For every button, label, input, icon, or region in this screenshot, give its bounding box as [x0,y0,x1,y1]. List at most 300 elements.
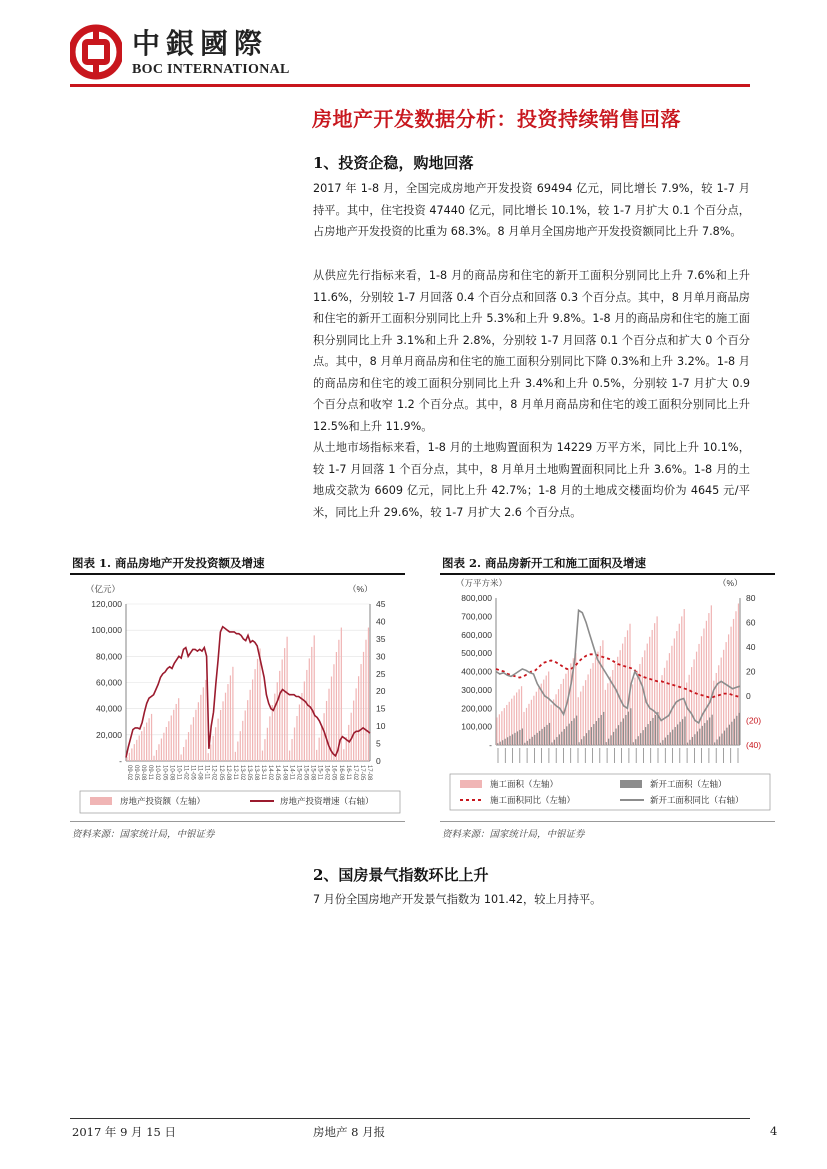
x-tick-label: 16-08 [337,765,344,781]
bar [534,735,535,745]
bar [289,751,290,761]
bar [252,679,253,761]
x-tick-label: 09-02 [126,765,132,781]
bar [615,729,616,745]
bar [632,684,633,745]
bar [497,743,498,745]
left-tick-label: 80,000 [96,651,122,662]
bar [166,727,167,761]
bar [634,678,635,745]
bar [296,716,297,761]
logo-chinese-name: 中銀國際 [132,27,269,60]
x-tick-label: 11-11 [203,765,210,780]
bar [321,725,322,761]
bar [691,667,692,745]
bar [336,652,337,761]
bar [664,668,665,745]
footer-divider [70,1118,750,1119]
bar [539,731,540,745]
bar [496,717,497,745]
section-1-paragraph-1: 2017 年 1-8 月，全国完成房地产开发投资 69494 亿元，同比增长 7.9%，较 1-7 月持平。其中，住宅投资 47440 亿元，同比增长 10.1%，较 1-7 月扩大 0.1 个百分点，占房地产开发投资的比重为 68.3%。8 月单月全国房地产开发投资额同比上升 7.8%。 [313,182,750,238]
x-tick-label: 12-05 [217,765,224,781]
bar [247,700,248,761]
legend-label: 新开工面积同比（右轴） [650,795,744,805]
bar [576,716,577,745]
bar [331,676,332,761]
right-tick-label: 10 [376,721,386,732]
bar [301,693,302,761]
bar [328,689,329,761]
bar [163,733,164,761]
bar [213,736,214,761]
bar [707,720,708,745]
bar [598,718,599,745]
bar [569,724,570,745]
right-tick-label: 25 [376,668,386,679]
right-tick-label: 60 [746,617,756,628]
legend-label: 房地产投资额（左轴） [120,796,206,806]
bar [227,684,228,761]
bar [574,718,575,745]
bar [326,701,327,761]
x-tick-label: 17-02 [351,765,358,781]
bar [603,712,604,745]
bar [610,677,611,745]
bar [161,738,162,761]
bar [232,667,233,761]
bar [734,719,735,745]
bar [549,723,550,745]
bar [500,742,501,745]
section-1-paragraph-2: 从供应先行指标来看，1-8 月的商品房和住宅的新开工面积分别同比上升 7.6%和上升 11.6%，分别较 1-7 月回落 0.4 个百分点和回落 0.3 个百分点。其中，8 月单月商品房和住宅的新开工面积分别同比上升 5.3%和上升 9.8%。1-8 月的商品房和住宅的施工面积分别同比上升 3.1%和上升 2.8%，分别较 1-7 月回落 0.1 个百分点和扩大 0 个百分点。其中，8 月单月商品房和住宅的施工面积分别同比下降 0.3%和上升 3.2%。1-8 月的商品房和住宅的竣工面积分别同比上升 3.4%和上升 0.5%，分别较 1-7 月扩大 0.9 个百分点和收窄 1.2 个百分点。其中，8 月单月商品房和住宅的竣工面积分别同比上升 12.5%和上升 11.9%。 [313,269,750,433]
bar [269,716,270,761]
right-tick-label: 80 [746,593,756,603]
bar [724,731,725,745]
bar [522,728,523,745]
bar [517,731,518,745]
bar [697,731,698,745]
x-tick-label: 13-08 [253,765,260,781]
bar [718,665,719,745]
legend-swatch [620,780,642,788]
left-tick-label: 500,000 [461,648,492,659]
bar [259,648,260,761]
bar [554,740,555,745]
x-tick-label: 17-05 [358,765,365,781]
bar [637,671,638,745]
bar [675,727,676,745]
x-tick-label: 13-05 [246,765,252,781]
bar [665,738,666,745]
bar [662,740,663,745]
left-tick-label: 100,000 [461,721,492,732]
chart-2-top-rule [440,573,775,575]
bar [360,664,361,761]
bar [696,652,697,745]
bar [257,659,258,761]
bar [183,747,184,761]
bar [316,750,317,761]
bar [661,675,662,745]
logo [70,22,310,82]
bar [505,739,506,745]
bar [203,687,204,761]
bar [601,715,602,745]
bar [144,727,145,761]
bar [578,697,579,745]
bar [677,724,678,745]
bar [659,683,660,745]
bar [647,724,648,745]
bar [181,754,182,761]
bar [551,742,552,745]
x-tick-label: 11-08 [196,765,203,780]
bar [566,726,567,745]
bar [640,733,641,745]
bar [222,701,223,761]
bar [692,737,693,745]
left-axis-unit: （万平方米） [456,578,508,588]
bar [365,640,366,761]
bar [282,659,283,761]
bar [529,739,530,745]
bar [208,753,209,761]
x-tick-label: 09-08 [140,765,147,781]
bar [610,735,611,745]
bar [230,675,231,761]
bar [628,712,629,745]
legend-label: 房地产投资增速（右轴） [280,796,374,806]
bar [679,722,680,745]
bar [176,704,177,761]
bar [136,740,137,761]
x-tick-label: 12-11 [231,765,238,780]
left-tick-label: 400,000 [461,666,492,677]
bar [220,710,221,761]
bar [512,734,513,745]
bar [314,635,315,761]
bar [148,718,149,761]
bar [618,725,619,745]
bar [694,734,695,745]
bar [607,683,608,745]
bar [687,743,688,745]
bar [528,704,529,745]
bar [245,710,246,761]
bar [726,728,727,745]
x-tick-label: 15-08 [309,765,316,781]
bar [669,653,670,745]
chart-2-bottom-rule [440,821,775,822]
left-tick-label: 60,000 [96,677,122,688]
bar [541,729,542,745]
bar [721,734,722,745]
right-tick-label: 0 [746,691,751,701]
bar [731,722,732,745]
bar [217,719,218,761]
bar [702,726,703,745]
bar [250,690,251,761]
bar [509,736,510,745]
bar [363,652,364,761]
left-tick-label: 700,000 [461,611,492,622]
bar [666,660,667,745]
bar [156,750,157,761]
bar [699,729,700,745]
left-axis-unit: （亿元） [86,584,121,594]
x-tick-label: 10-11 [175,765,182,780]
chart-2-title: 图表 2. 商品房新开工和施工面积及增速 [442,556,647,570]
bar [564,729,565,745]
bar [682,719,683,745]
bar [544,727,545,745]
legend-label: 施工面积同比（左轴） [490,795,576,805]
legend-swatch [460,780,482,788]
bar [153,756,154,761]
bar [721,658,722,745]
bar [672,730,673,745]
section-1-heading: 1、投资企稳，购地回落 [313,154,474,172]
bar [596,721,597,745]
bar [368,628,369,761]
x-tick-label: 11-05 [189,765,196,780]
bar [709,717,710,745]
bar [571,721,572,745]
bar [333,664,334,761]
bar [652,718,653,745]
footer-report-name: 房地产 8 月报 [313,1125,386,1139]
bar [287,637,288,761]
bar [716,739,717,745]
bar [348,725,349,761]
left-tick-label: - [489,740,492,750]
bar [173,710,174,761]
bar [655,715,656,745]
left-tick-label: - [119,756,122,766]
report-title: 房地产开发数据分析：投资持续销售回落 [312,107,681,131]
x-tick-label: 16-05 [330,765,337,781]
right-tick-label: 40 [746,642,756,652]
bar [254,669,255,761]
left-tick-label: 40,000 [96,703,122,714]
bar [625,715,626,745]
x-tick-label: 16-11 [344,765,351,780]
chart-1 [70,578,410,818]
bar [583,736,584,745]
x-tick-label: 11-02 [182,765,189,780]
bar [291,739,292,761]
bar [294,728,295,761]
bar [689,740,690,745]
left-tick-label: 600,000 [461,629,492,640]
bar [205,680,206,761]
bar [237,742,238,761]
bar [210,745,211,761]
bar [712,715,713,745]
x-tick-label: 14-11 [288,765,295,780]
bar [225,693,226,761]
bar [134,744,135,761]
right-tick-label: (40) [746,740,762,750]
bar [262,751,263,761]
bar [215,727,216,761]
bar [502,740,503,745]
bar [559,734,560,745]
bar [235,752,236,761]
bar [341,628,342,761]
legend-label: 新开工面积（左轴） [650,779,727,789]
bar [620,722,621,745]
right-tick-label: 20 [746,666,756,677]
bar [356,688,357,761]
bar [146,723,147,761]
bar [126,757,127,761]
bar [139,735,140,761]
bar [551,705,552,745]
bar [633,742,634,745]
footer-date: 2017 年 9 月 15 日 [72,1125,176,1139]
x-tick-label: 10-05 [161,765,168,781]
bar [546,725,547,745]
bar [650,721,651,745]
right-tick-label: 45 [376,599,386,609]
bar [267,728,268,761]
bar [323,713,324,761]
bar [714,742,715,745]
section-2-paragraph: 7 月份全国房地产开发景气指数为 101.42，较上月持平。 [313,893,602,906]
bar [306,670,307,761]
bar [739,713,740,745]
chart-1-bottom-rule [70,821,405,822]
bar [309,658,310,761]
left-tick-label: 20,000 [96,729,122,740]
bar [190,725,191,761]
bar [523,712,524,745]
bar [304,681,305,761]
chart-2-source: 资料来源：国家统计局，中银证券 [442,829,585,840]
bar [635,739,636,745]
bar [158,744,159,761]
x-tick-label: 09-05 [133,765,140,781]
bar [608,739,609,745]
legend-label: 施工面积（左轴） [490,779,559,789]
bar [358,676,359,761]
bar [185,740,186,761]
bar [561,732,562,745]
bar [583,686,584,745]
bar [693,659,694,745]
legend-swatch [90,797,112,805]
bar [240,731,241,761]
right-tick-label: 0 [376,756,381,766]
x-tick-label: 09-11 [147,765,154,780]
right-axis-unit: （%） [718,578,743,588]
bar [586,733,587,745]
bar [272,705,273,761]
bar [729,725,730,745]
x-tick-label: 15-05 [302,765,309,781]
bar [670,732,671,745]
right-tick-label: 40 [376,616,386,627]
bar [630,708,631,745]
bar [353,701,354,761]
bar [613,732,614,745]
right-tick-label: 20 [376,686,386,697]
right-tick-label: (20) [746,715,762,726]
x-tick-label: 14-08 [281,765,288,781]
chart-1-title: 图表 1. 商品房地产开发投资额及增速 [72,556,265,570]
left-tick-label: 800,000 [461,593,492,603]
bar [526,708,527,745]
bar [178,698,179,761]
bar [198,702,199,761]
bar [129,753,130,761]
bar [514,733,515,745]
bar [593,724,594,745]
x-tick-label: 13-02 [238,765,245,781]
left-tick-label: 200,000 [461,703,492,714]
bar [524,743,525,745]
bar [507,737,508,745]
bar [643,730,644,745]
bar [151,714,152,761]
header-divider [70,84,750,87]
bar [591,727,592,745]
bar [131,748,132,761]
bar [660,743,661,745]
bar [141,731,142,761]
bar [719,737,720,745]
bar [578,742,579,745]
bar [580,692,581,745]
bar [279,671,280,761]
bar [537,733,538,745]
right-tick-label: 15 [376,703,386,714]
bar [343,749,344,761]
x-tick-label: 12-08 [224,765,231,781]
bar [299,704,300,761]
bar [200,695,201,761]
bar [581,739,582,745]
bar [501,711,502,745]
bar [532,737,533,745]
footer-page-number: 4 [770,1124,778,1138]
section-1-paragraph-3: 从土地市场指标来看，1-8 月的土地购置面积为 14229 万平方米，同比上升 10.1%，较 1-7 月回落 1 个百分点，其中，8 月单月土地购置面积同比上升 3.6%。1-8 月的土地成交款为 6609 亿元，同比上升 42.7%；1-8 月的土地成交楼面均价为 4645 元/平米，同比上升 29.6%，较 1-7 月扩大 2.6 个百分点。 [313,441,750,519]
bar [499,714,500,745]
bar [311,647,312,761]
left-tick-label: 120,000 [91,599,122,609]
bar [556,737,557,745]
bar [188,732,189,761]
bar [645,727,646,745]
bar [171,715,172,761]
bar [736,716,737,745]
chart-1-source: 资料来源：国家统计局，中银证券 [72,829,215,840]
bar [242,721,243,761]
bar [519,730,520,745]
left-tick-label: 100,000 [91,625,122,636]
bar [319,738,320,761]
x-tick-label: 10-02 [154,765,161,781]
x-tick-label: 14-02 [267,765,274,781]
chart-1-top-rule [70,573,405,575]
logo-english-name: BOC INTERNATIONAL [132,62,290,77]
bar [195,710,196,761]
chart-2 [440,578,780,818]
right-tick-label: 30 [376,651,386,662]
x-tick-label: 12-02 [210,765,217,781]
x-tick-label: 16-02 [323,765,330,781]
